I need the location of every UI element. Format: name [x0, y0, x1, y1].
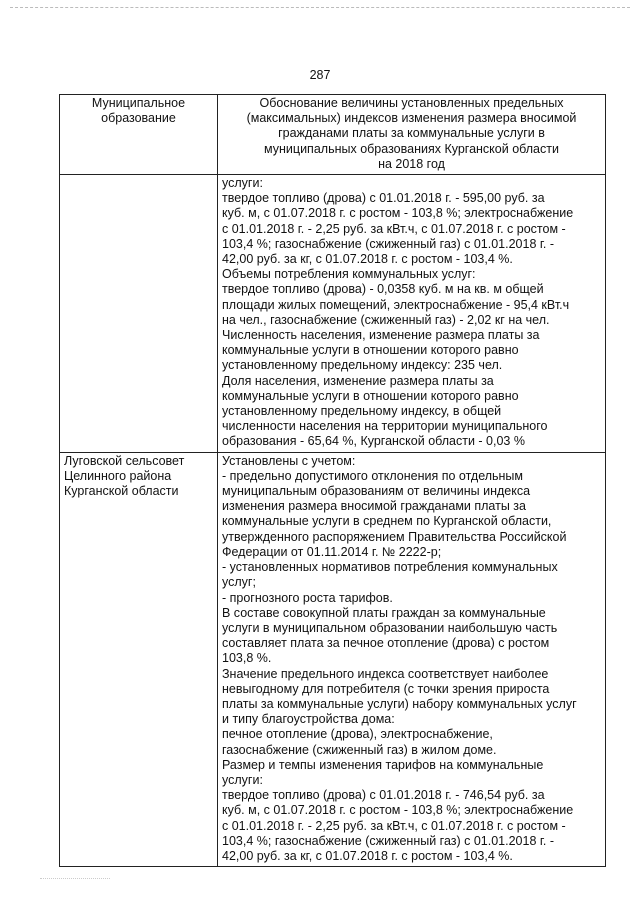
text-line: газоснабжение (сжиженный газ) в жилом доме.	[222, 742, 497, 757]
header-line: образование	[101, 111, 176, 126]
text-line: услуги:	[222, 176, 263, 191]
text-line: Доля населения, изменение размера платы за	[222, 373, 494, 388]
text-line: коммунальные услуги в отношении которого равно	[222, 388, 519, 403]
text-line: Значение предельного индекса соответствует наиболее	[222, 666, 549, 681]
table-row	[60, 175, 606, 453]
text-line: составляет плата за печное отопление (дрова) с ростом	[222, 636, 550, 651]
text-line: образования - 65,64 %, Курганской области - 0,03 %	[222, 434, 525, 449]
municipality-cell	[60, 452, 218, 866]
text-line: 103,4 %; газоснабжение (сжиженный газ) с 01.01.2018 г. -	[222, 833, 555, 848]
text-line: муниципальным образованиям от величины индекса	[222, 484, 531, 499]
text-line: коммунальные услуги в среднем по Курганской области,	[222, 514, 552, 529]
text-line: Луговской сельсовет	[64, 453, 185, 468]
text-line: изменения размера вносимой гражданами платы за	[222, 499, 526, 514]
text-line: Объемы потребления коммунальных услуг:	[222, 267, 476, 282]
text-line: невыгодному для потребителя (с точки зрения прироста	[222, 681, 550, 696]
text-line: Размер и темпы изменения тарифов на коммунальные	[222, 757, 544, 772]
text-line: твердое топливо (дрова) - 0,0358 куб. м на кв. м общей	[222, 282, 544, 297]
text-line: куб. м, с 01.07.2018 г. с ростом - 103,8 %; электроснабжение	[222, 206, 574, 221]
text-line: коммунальные услуги в отношении которого равно	[222, 343, 519, 358]
text-line: услуг;	[222, 575, 256, 590]
text-line: Установлены с учетом:	[222, 453, 356, 468]
header-line: гражданами платы за коммунальные услуги в	[278, 126, 545, 141]
justification-cell	[218, 175, 606, 453]
text-line: численности населения на территории муниципального	[222, 419, 548, 434]
text-line: 103,8 %.	[222, 651, 272, 666]
justification-cell	[218, 452, 606, 866]
text-line: установленному предельному индексу: 235 чел.	[222, 358, 503, 373]
header-line: Муниципальное	[91, 96, 186, 110]
table-header-row	[60, 95, 606, 175]
text-line: на чел., газоснабжение (сжиженный газ) - 2,02 кг на чел.	[222, 312, 550, 327]
header-line: на 2018 год	[378, 156, 445, 171]
header-municipality	[60, 95, 218, 175]
text-line: услуги в муниципальном образовании наибольшую часть	[222, 620, 558, 635]
text-line: 42,00 руб. за кг, с 01.07.2018 г. с ростом - 103,4 %.	[222, 848, 513, 863]
text-line: 42,00 руб. за кг, с 01.07.2018 г. с ростом - 103,4 %.	[222, 252, 513, 267]
scan-edge-top	[10, 7, 630, 8]
text-line: В составе совокупной платы граждан за коммунальные	[222, 605, 546, 620]
text-line: - установленных нормативов потребления коммунальных	[222, 560, 558, 575]
text-line: установленному предельному индексу, в общей	[222, 404, 502, 419]
table-row	[60, 452, 606, 866]
text-line: площади жилых помещений, электроснабжение - 95,4 кВт.ч	[222, 297, 570, 312]
text-line: с 01.01.2018 г. - 2,25 руб. за кВт.ч, с 01.07.2018 г. с ростом -	[222, 818, 566, 833]
text-line: - предельно допустимого отклонения по отдельным	[222, 468, 524, 483]
municipality-cell	[60, 175, 218, 453]
text-line: платы за коммунальные услуги) набору коммунальных услуг	[222, 696, 577, 711]
scan-edge-bottom	[40, 878, 110, 879]
text-line: с 01.01.2018 г. - 2,25 руб. за кВт.ч, с 01.07.2018 г. с ростом -	[222, 221, 566, 236]
header-line: (максимальных) индексов изменения размера вносимой	[246, 111, 577, 126]
text-line: утвержденного распоряжением Правительства Российской	[222, 529, 567, 544]
header-line: муниципальных образованиях Курганской области	[264, 141, 559, 156]
text-line: куб. м, с 01.07.2018 г. с ростом - 103,8 %; электроснабжение	[222, 803, 574, 818]
text-line: - прогнозного роста тарифов.	[222, 590, 393, 605]
text-line: твердое топливо (дрова) с 01.01.2018 г. - 746,54 руб. за	[222, 788, 545, 803]
text-line: Численность населения, изменение размера платы за	[222, 328, 540, 343]
header-line: Обоснование величины установленных предельных	[259, 96, 564, 110]
text-line: услуги:	[222, 772, 263, 787]
text-line: 103,4 %; газоснабжение (сжиженный газ) с 01.01.2018 г. -	[222, 236, 555, 251]
page-number: 287	[309, 68, 331, 82]
text-line: твердое топливо (дрова) с 01.01.2018 г. - 595,00 руб. за	[222, 191, 545, 206]
text-line: Курганской области	[64, 484, 179, 499]
text-line: печное отопление (дрова), электроснабжение,	[222, 727, 493, 742]
text-line: Федерации от 01.11.2014 г. № 2222-р;	[222, 544, 442, 559]
tariff-justification-table	[59, 94, 606, 867]
header-justification	[218, 95, 606, 175]
text-line: и типу благоустройства дома:	[222, 712, 395, 727]
text-line: Целинного района	[64, 468, 172, 483]
